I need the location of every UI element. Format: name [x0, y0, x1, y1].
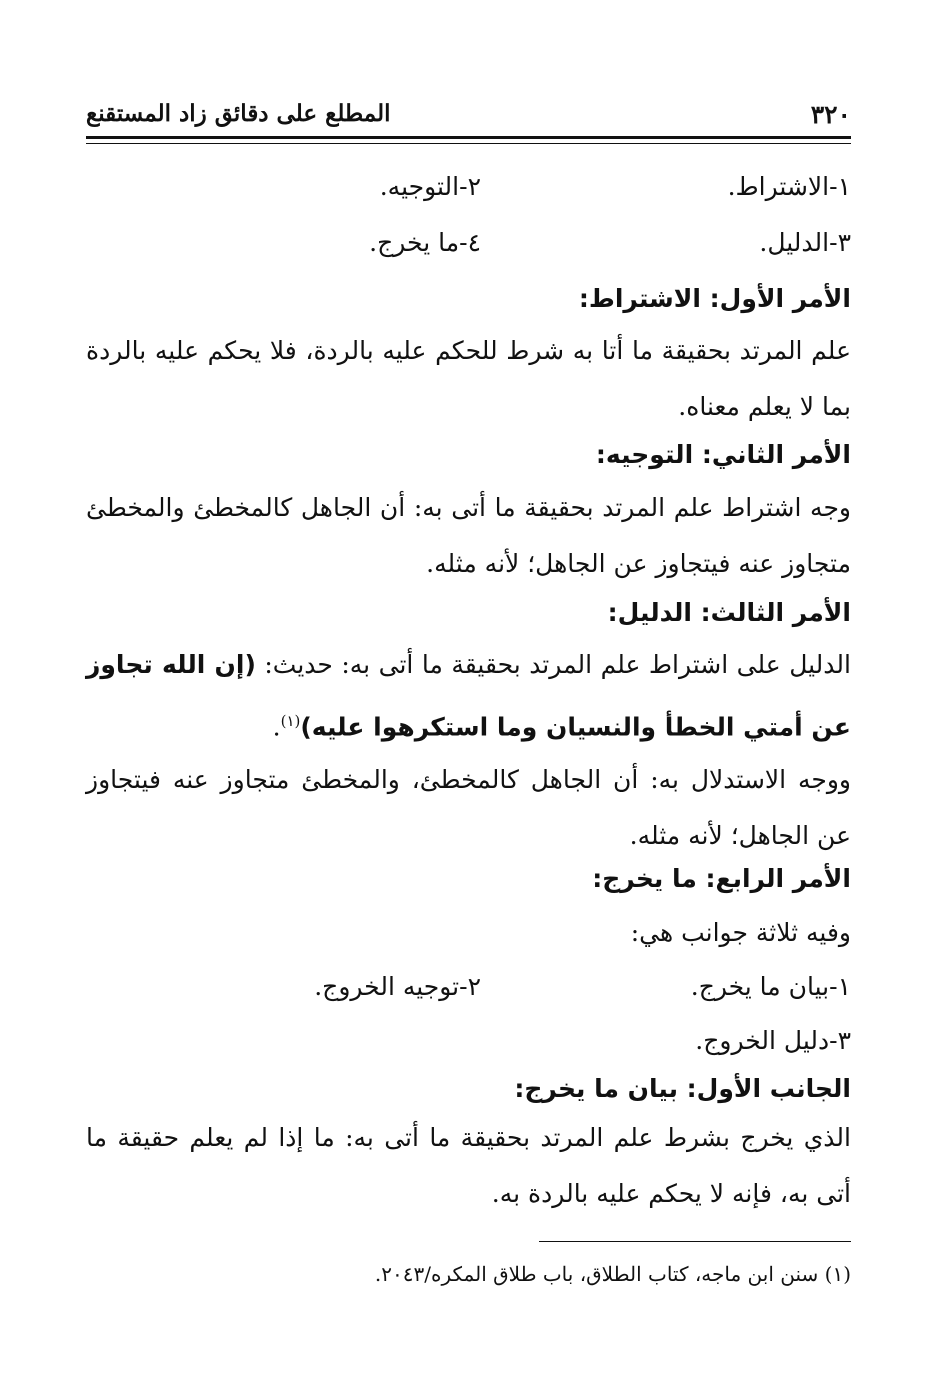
section-3-body: [86, 637, 851, 755]
page-header: [86, 92, 851, 132]
footnote-text: (١) سنن ابن ماجه، كتاب الطلاق، باب طلاق المكره/٢٠٤٣.: [374, 1262, 851, 1286]
aspect-1: ١-بيان ما يخرج.: [690, 972, 851, 1001]
footnote-ref[interactable]: (١): [280, 712, 301, 730]
aspect-3: ٣-دليل الخروج.: [695, 1026, 851, 1055]
running-title: المطلع على دقائق زاد المستقنع: [86, 100, 391, 127]
subsection-1-heading: الجانب الأول: بيان ما يخرج:: [514, 1074, 851, 1103]
section-3-heading: الأمر الثالث: الدليل:: [607, 598, 851, 627]
outline-item-3: ٣-الدليل.: [759, 228, 851, 257]
outline-item-2: ٢-التوجيه.: [379, 172, 481, 201]
header-divider: [86, 136, 851, 146]
section-4-intro: وفيه ثلاثة جوانب هي:: [630, 918, 851, 947]
hadith-quote: (إن الله تجاوز عن أمتي الخطأ والنسيان وما استكرهوا عليه): [86, 650, 851, 742]
outline-item-1: ١-الاشتراط.: [727, 172, 851, 201]
header-divider-thin: [86, 143, 851, 144]
section-2-body: وجه اشتراط علم المرتد بحقيقة ما أتى به: أن الجاهل كالمخطئ والمخطئ متجاوز عنه فيتجاوز عن الجاهل؛ لأنه مثله.: [86, 493, 851, 578]
page-number: ٣٢٠: [810, 100, 851, 129]
section-1-heading: الأمر الأول: الاشتراط:: [578, 284, 851, 313]
subsection-1-body: الذي يخرج بشرط علم المرتد بحقيقة ما أتى به: ما إذا لم يعلم حقيقة ما أتى به، فإنه لا يحكم عليه بالردة به.: [86, 1123, 851, 1208]
section-2-heading: الأمر الثاني: التوجيه:: [595, 440, 851, 469]
section-3-evidence: ووجه الاستدلال به: أن الجاهل كالمخطئ، والمخطئ متجاوز عنه فيتجاوز عن الجاهل؛ لأنه مثله.: [86, 765, 851, 850]
aspect-2: ٢-توجيه الخروج.: [314, 972, 481, 1001]
footnote-divider: [539, 1241, 851, 1242]
section-4-heading: الأمر الرابع: ما يخرج:: [592, 864, 851, 893]
outline-item-4: ٤-ما يخرج.: [369, 228, 481, 257]
section-1-body: علم المرتد بحقيقة ما أتا به شرط للحكم عليه بالردة، فلا يحكم عليه بالردة بما لا يعلم معناه.: [86, 336, 851, 421]
header-divider-thick: [86, 136, 851, 139]
section-3-period: .: [272, 712, 281, 742]
section-3-intro: الدليل على اشتراط علم المرتد بحقيقة ما أتى به: حديث:: [255, 650, 851, 679]
